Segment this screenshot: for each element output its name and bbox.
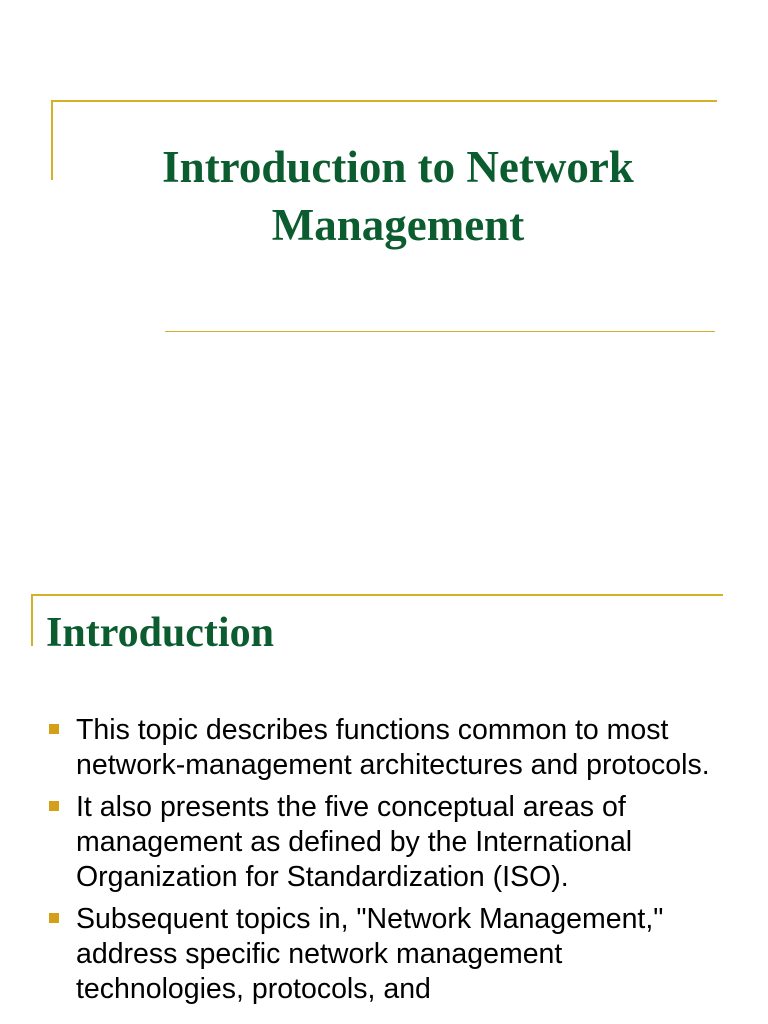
bullet-item: [46, 902, 736, 1007]
left-rule: [31, 594, 33, 646]
square-bullet-icon: [49, 724, 59, 734]
top-rule: [51, 100, 717, 102]
bullet-text: Subsequent topics in, "Network Management," address specific network management technologies, protocols, and: [76, 903, 664, 1005]
bullet-text: This topic describes functions common to most network-management architectures and protocols.: [76, 714, 710, 781]
bullet-item: [46, 790, 736, 895]
bottom-rule: [165, 331, 715, 332]
bullet-list: [46, 713, 736, 1014]
section-title: Introduction: [46, 610, 274, 656]
bullet-text: It also presents the five conceptual areas of management as defined by the International Organization for Standardization (ISO).: [76, 791, 633, 893]
slide-title-text: Introduction to Network Management: [162, 142, 634, 250]
bullet-item: [46, 713, 736, 783]
top-rule: [31, 594, 723, 596]
square-bullet-icon: [49, 801, 59, 811]
left-rule: [51, 100, 53, 180]
square-bullet-icon: [49, 913, 59, 923]
